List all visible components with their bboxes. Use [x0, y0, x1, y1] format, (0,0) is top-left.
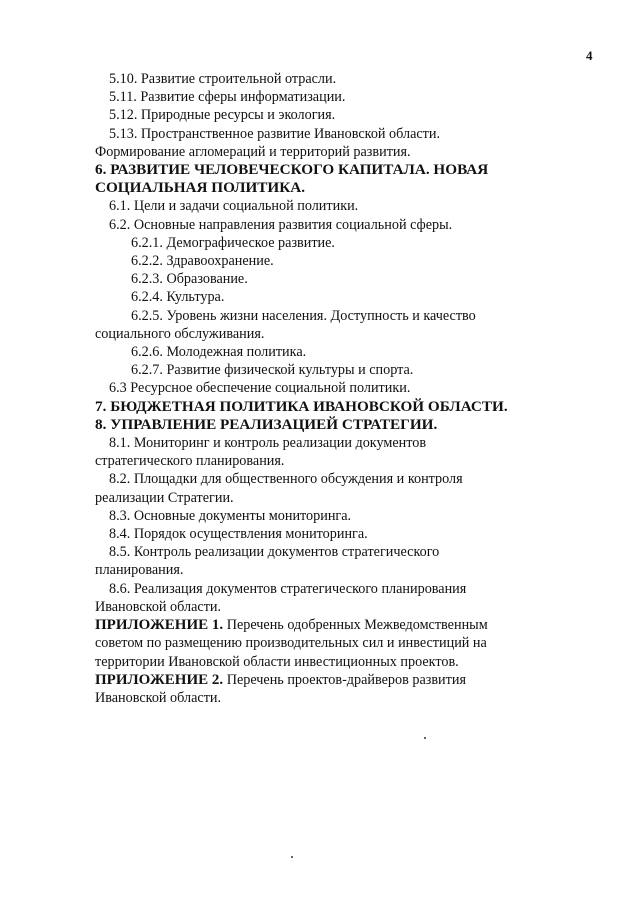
appendix-title-continued: Ивановской области. — [95, 689, 222, 706]
appendix-title-continued: территории Ивановской области инвестиционных проектов. — [95, 653, 459, 670]
toc-entry: социального обслуживания. — [95, 325, 265, 342]
toc-entry: стратегического планирования. — [95, 453, 285, 470]
toc-entry: планирования. — [95, 562, 184, 579]
appendix-label: ПРИЛОЖЕНИЕ 2. — [95, 671, 224, 688]
toc-entry: 8.1. Мониторинг и контроль реализации документов — [109, 435, 427, 452]
toc-section-heading: 8. УПРАВЛЕНИЕ РЕАЛИЗАЦИЕЙ СТРАТЕГИИ. — [95, 415, 438, 433]
toc-entry: 6.1. Цели и задачи социальной политики. — [109, 198, 359, 215]
scan-speck — [291, 856, 293, 858]
toc-entry: 8.4. Порядок осуществления мониторинга. — [109, 526, 368, 543]
toc-entry: 5.11. Развитие сферы информатизации. — [109, 89, 346, 106]
toc-entry: 8.5. Контроль реализации документов стратегического — [109, 544, 440, 561]
toc-entry: 6.2.6. Молодежная политика. — [131, 344, 307, 361]
table-of-contents — [95, 70, 515, 707]
toc-entry: 6.2. Основные направления развития социальной сферы. — [109, 216, 453, 233]
toc-entry: 6.2.2. Здравоохранение. — [131, 253, 274, 270]
toc-entry: 6.2.4. Культура. — [131, 289, 225, 306]
appendix-entry — [95, 616, 515, 634]
toc-entry: 5.13. Пространственное развитие Ивановской области. — [109, 125, 441, 142]
toc-entry: 6.2.7. Развитие физической культуры и спорта. — [131, 362, 414, 379]
toc-entry: 6.2.3. Образование. — [131, 271, 248, 288]
toc-entry: 8.2. Площадки для общественного обсуждения и контроля — [109, 471, 463, 488]
toc-entry: 5.12. Природные ресурсы и экология. — [109, 107, 336, 124]
appendix-title: Перечень проектов-драйверов развития — [223, 671, 466, 688]
appendix-title-continued: советом по размещению производительных сил и инвестиций на — [95, 635, 487, 652]
appendix-entry — [95, 671, 515, 689]
toc-entry: 6.3 Ресурсное обеспечение социальной политики. — [109, 380, 411, 397]
toc-section-heading: 6. РАЗВИТИЕ ЧЕЛОВЕЧЕСКОГО КАПИТАЛА. НОВАЯ — [95, 161, 489, 179]
toc-section-heading: 7. БЮДЖЕТНАЯ ПОЛИТИКА ИВАНОВСКОЙ ОБЛАСТИ. — [95, 397, 508, 415]
toc-entry: 8.6. Реализация документов стратегического планирования — [109, 580, 467, 597]
appendix-label: ПРИЛОЖЕНИЕ 1. — [95, 617, 224, 634]
toc-entry: 6.2.1. Демографическое развитие. — [131, 234, 335, 251]
page-number: 4 — [586, 48, 593, 63]
appendix-title: Перечень одобренных Межведомственным — [223, 617, 488, 634]
toc-entry: Формирование агломераций и территорий развития. — [95, 143, 411, 160]
toc-entry: реализации Стратегии. — [95, 489, 234, 506]
toc-entry: 5.10. Развитие строительной отрасли. — [109, 71, 337, 87]
toc-entry: Ивановской области. — [95, 598, 222, 615]
toc-entry: 6.2.5. Уровень жизни населения. Доступность и качество — [131, 307, 476, 324]
toc-entry: 8.3. Основные документы мониторинга. — [109, 507, 352, 524]
toc-section-heading: СОЦИАЛЬНАЯ ПОЛИТИКА. — [95, 179, 305, 197]
scan-speck — [424, 737, 426, 739]
